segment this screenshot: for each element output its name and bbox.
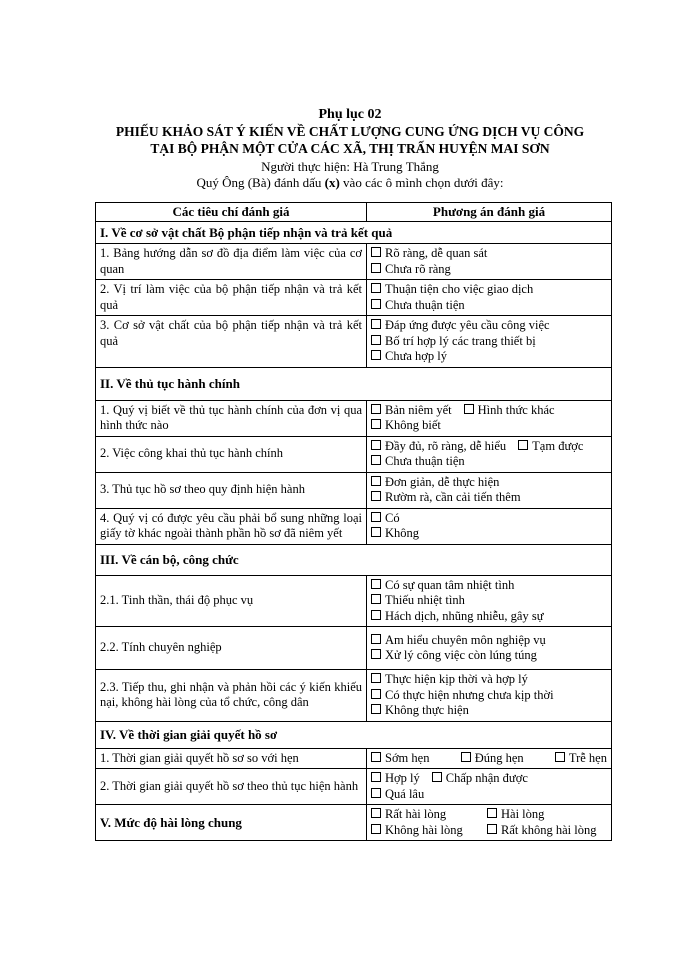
option[interactable]: Bản niêm yết [371, 403, 452, 417]
checkbox-icon[interactable] [371, 283, 381, 293]
checkbox-icon[interactable] [371, 673, 381, 683]
checkbox-icon[interactable] [371, 247, 381, 257]
checkbox-icon[interactable] [461, 752, 471, 762]
options-cell [367, 769, 612, 805]
table-row [96, 400, 612, 436]
criterion: 1. Quý vị biết về thủ tục hành chính của đơn vị qua hình thức nào [96, 400, 367, 436]
checkbox-icon[interactable] [371, 634, 381, 644]
checkbox-icon[interactable] [371, 808, 381, 818]
title-line-1: PHIẾU KHẢO SÁT Ý KIẾN VỀ CHẤT LƯỢNG CUNG ỨNG DỊCH VỤ CÔNG [115, 124, 585, 139]
table-row [96, 436, 612, 472]
instruction-after: vào các ô mình chọn dưới đây: [343, 175, 504, 190]
table-row [96, 244, 612, 280]
col-options-header: Phương án đánh giá [367, 203, 612, 222]
option[interactable]: Đáp ứng được yêu cầu công việc [371, 318, 607, 334]
option[interactable]: Trễ hẹn [555, 751, 607, 767]
section-title: I. Về cơ sở vật chất Bộ phận tiếp nhận và trả kết quả [96, 222, 612, 244]
instruction-mark: (x) [324, 175, 340, 190]
checkbox-icon[interactable] [371, 704, 381, 714]
options-cell [367, 805, 612, 841]
options-cell [367, 627, 612, 670]
instruction-line [0, 175, 700, 191]
checkbox-icon[interactable] [371, 512, 381, 522]
table-row [96, 575, 612, 627]
checkbox-icon[interactable] [371, 579, 381, 589]
col-criteria-header: Các tiêu chí đánh giá [96, 203, 367, 222]
checkbox-icon[interactable] [518, 440, 528, 450]
option[interactable]: Có sự quan tâm nhiệt tình [371, 578, 607, 594]
criterion: 2.2. Tính chuyên nghiệp [96, 627, 367, 670]
section-title: II. Về thủ tục hành chính [96, 367, 612, 400]
criterion: 1. Thời gian giải quyết hồ sơ so với hẹn [96, 748, 367, 769]
table-row [96, 805, 612, 841]
checkbox-icon[interactable] [371, 419, 381, 429]
option[interactable]: Có [371, 511, 607, 527]
section-title: V. Mức độ hài lòng chung [96, 805, 367, 841]
survey-table [95, 202, 612, 841]
options-cell [367, 575, 612, 627]
option[interactable]: Rõ ràng, dễ quan sát [371, 246, 607, 262]
table-row [96, 748, 612, 769]
option[interactable]: Đầy đủ, rõ ràng, dễ hiểu [371, 439, 506, 453]
options-cell [367, 436, 612, 472]
options-cell [367, 280, 612, 316]
checkbox-icon[interactable] [371, 350, 381, 360]
table-row [96, 472, 612, 508]
option[interactable]: Hách dịch, nhũng nhiễu, gây sự [371, 609, 607, 625]
options-cell [367, 400, 612, 436]
checkbox-icon[interactable] [371, 824, 381, 834]
checkbox-icon[interactable] [487, 808, 497, 818]
option[interactable]: Có thực hiện nhưng chưa kịp thời [371, 688, 607, 704]
option[interactable]: Hợp lý [371, 771, 420, 785]
checkbox-icon[interactable] [371, 788, 381, 798]
option[interactable]: Hình thức khác [464, 403, 555, 417]
options-cell [367, 508, 612, 544]
option[interactable]: Không thực hiện [371, 703, 607, 719]
options-cell [367, 670, 612, 722]
section-title: III. Về cán bộ, công chức [96, 544, 612, 575]
checkbox-icon[interactable] [371, 299, 381, 309]
option[interactable]: Không [371, 526, 607, 542]
checkbox-icon[interactable] [371, 455, 381, 465]
option[interactable]: Chưa hợp lý [371, 349, 607, 365]
options-cell [367, 472, 612, 508]
option[interactable]: Tạm được [518, 439, 583, 453]
checkbox-icon[interactable] [371, 772, 381, 782]
option[interactable]: Rất không hài lòng [487, 823, 596, 837]
option[interactable]: Hài lòng [487, 807, 544, 821]
criterion: 1. Bảng hướng dẫn sơ đồ địa điểm làm việc của cơ quan [96, 244, 367, 280]
option[interactable]: Am hiểu chuyên môn nghiệp vụ [371, 633, 607, 649]
criterion: 2. Việc công khai thủ tục hành chính [96, 436, 367, 472]
checkbox-icon[interactable] [371, 491, 381, 501]
criterion: 2. Thời gian giải quyết hồ sơ theo thủ tục hiện hành [96, 769, 367, 805]
document-header [0, 106, 700, 191]
checkbox-icon[interactable] [371, 689, 381, 699]
options-cell [367, 244, 612, 280]
option[interactable]: Đơn giản, dễ thực hiện [371, 475, 607, 491]
option[interactable]: Xử lý công việc còn lúng túng [371, 648, 607, 664]
criterion: 3. Thủ tục hồ sơ theo quy định hiện hành [96, 472, 367, 508]
table-header-row [96, 203, 612, 222]
instruction-before: Quý Ông (Bà) đánh dấu [196, 175, 322, 190]
option[interactable]: Bố trí hợp lý các trang thiết bị [371, 334, 607, 350]
option[interactable]: Không hài lòng [371, 823, 487, 839]
criterion: 2.1. Tinh thần, thái độ phục vụ [96, 575, 367, 627]
checkbox-icon[interactable] [371, 319, 381, 329]
checkbox-icon[interactable] [555, 752, 565, 762]
option[interactable]: Thuận tiện cho việc giao dịch [371, 282, 607, 298]
option[interactable]: Chưa thuận tiện [371, 454, 607, 470]
appendix-label: Phụ lục 02 [318, 107, 382, 122]
checkbox-icon[interactable] [371, 335, 381, 345]
checkbox-icon[interactable] [371, 440, 381, 450]
criterion: 2.3. Tiếp thu, ghi nhận và phản hồi các ý kiến khiếu nại, không hài lòng của tổ chức, công dân [96, 670, 367, 722]
title-line-2: TẠI BỘ PHẬN MỘT CỬA CÁC XÃ, THỊ TRẤN HUYỆN MAI SƠN [150, 141, 550, 156]
option[interactable]: Thực hiện kịp thời và hợp lý [371, 672, 607, 688]
criterion: 4. Quý vị có được yêu cầu phải bổ sung những loại giấy tờ khác ngoài thành phần hồ sơ đã niêm yết [96, 508, 367, 544]
options-cell [367, 748, 612, 769]
table-row [96, 670, 612, 722]
checkbox-icon[interactable] [371, 263, 381, 273]
option[interactable]: Sớm hẹn [371, 751, 429, 767]
checkbox-icon[interactable] [371, 527, 381, 537]
author-name: Hà Trung Thắng [353, 159, 439, 174]
option[interactable]: Rất hài lòng [371, 807, 487, 823]
checkbox-icon[interactable] [432, 772, 442, 782]
table-row [96, 316, 612, 368]
option[interactable]: Không biết [371, 418, 607, 434]
option[interactable]: Quá lâu [371, 787, 607, 803]
option[interactable]: Đúng hẹn [461, 751, 524, 767]
table-row [96, 769, 612, 805]
table-row [96, 280, 612, 316]
checkbox-icon[interactable] [371, 610, 381, 620]
options-cell [367, 316, 612, 368]
checkbox-icon[interactable] [371, 649, 381, 659]
checkbox-icon[interactable] [371, 594, 381, 604]
checkbox-icon[interactable] [371, 404, 381, 414]
criterion: 2. Vị trí làm việc của bộ phận tiếp nhận và trả kết quả [96, 280, 367, 316]
section-title: IV. Về thời gian giải quyết hồ sơ [96, 721, 612, 748]
option[interactable]: Chưa rõ ràng [371, 262, 607, 278]
checkbox-icon[interactable] [371, 752, 381, 762]
option[interactable]: Chấp nhận được [432, 771, 528, 785]
option[interactable]: Chưa thuận tiện [371, 298, 607, 314]
checkbox-icon[interactable] [371, 476, 381, 486]
checkbox-icon[interactable] [487, 824, 497, 834]
criterion: 3. Cơ sở vật chất của bộ phận tiếp nhận và trả kết quả [96, 316, 367, 368]
option[interactable]: Rườm rà, cần cải tiến thêm [371, 490, 607, 506]
table-row [96, 508, 612, 544]
table-row [96, 627, 612, 670]
author-line [0, 159, 700, 175]
checkbox-icon[interactable] [464, 404, 474, 414]
author-label: Người thực hiện: [261, 159, 350, 174]
option[interactable]: Thiếu nhiệt tình [371, 593, 607, 609]
